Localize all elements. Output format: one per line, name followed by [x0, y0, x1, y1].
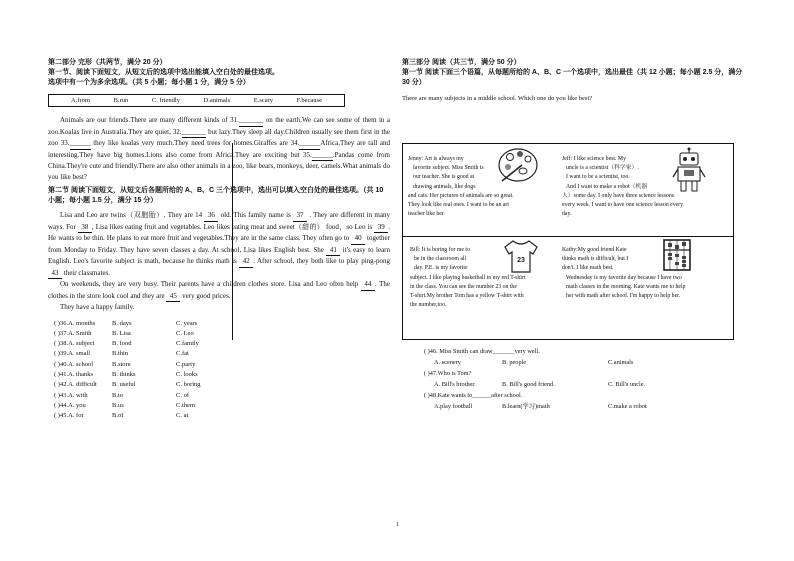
abacus-icon	[662, 238, 692, 272]
bill-line: be in the classroom all	[414, 256, 467, 263]
bill-line: in the class. You can see the number 23 on the	[410, 283, 517, 290]
question-row	[54, 329, 390, 339]
palette-icon	[496, 145, 542, 185]
word-option: D.animals	[203, 97, 231, 104]
reading-question: ( )46. Miss Smith can draw_______very well.	[424, 348, 540, 355]
question-row	[54, 319, 390, 329]
section1-instruction-line2: 选项中有一个为多余选项。（共 5 小题；每小题 1 分，满分 5 分）	[48, 79, 250, 86]
question-option-c[interactable]: C.fat	[176, 350, 189, 358]
jenny-line: drawing animals, like dogs	[413, 183, 476, 190]
question-row	[54, 391, 390, 401]
question-option-c[interactable]: C.party	[176, 360, 196, 368]
grid-divider-horizontal	[402, 236, 734, 237]
blank[interactable]: 40	[351, 233, 365, 245]
jenny-line: teacher like her.	[408, 211, 445, 218]
passage-text: , Lisa likes eating fruit and vegetables. Leo likes eating meat and sweet（甜的） food，so Leo is	[91, 222, 375, 231]
reading-option[interactable]: C. Bill's uncle.	[608, 381, 646, 388]
right-column	[402, 58, 752, 105]
bill-line: T-shirt.My brother Tom has a yellow T-shirt with	[410, 293, 524, 300]
blank[interactable]: ______	[312, 150, 333, 162]
passage-text: . The clothes in the store look cool and they are	[48, 280, 390, 300]
reading-options	[424, 357, 724, 368]
question-row	[54, 401, 390, 411]
passage-text: on the earth.We can see some of them in a zoo.Koalas live in Australia.They are quiet, 32.	[48, 116, 390, 136]
bill-line: subject. I like playing basketball in my red T-shirt	[410, 274, 526, 281]
jeff-line: And I want to make a robot（机器	[566, 183, 648, 190]
reading-question: ( )48.Kate wants to______after school.	[424, 392, 523, 399]
reading-intro: There are many subjects in a middle school. Which one do you like best?	[402, 95, 593, 102]
passage-text: it's easy to learn English. Leo's favorite subject is math, because he thinks math is	[48, 245, 391, 265]
blank[interactable]: ______	[70, 138, 91, 150]
question-option-a[interactable]: ( )42.A. difficult	[54, 381, 97, 389]
question-option-c[interactable]: C. Leo	[176, 329, 194, 337]
blank[interactable]: 39	[374, 222, 388, 234]
question-option-a[interactable]: ( )45.A. for	[54, 412, 84, 420]
reading-option[interactable]: C.make a robot	[608, 403, 647, 410]
blank[interactable]: 43	[48, 268, 62, 280]
reading-option[interactable]: B. Bill's good friend.	[502, 381, 555, 388]
passage-text: Animals are our friends.There are many different kinds of 31.	[60, 116, 239, 124]
question-row	[54, 411, 390, 421]
reading-question: ( )47.Who is Tom?	[424, 370, 472, 377]
word-choice-box	[48, 94, 345, 107]
jenny-line: favorite subject. Miss Smith is	[413, 165, 484, 172]
question-option-a[interactable]: ( )38.A. subject	[54, 340, 95, 348]
blank[interactable]: 44	[361, 279, 375, 291]
question-option-a[interactable]: ( )44.A. you	[54, 401, 86, 409]
kathy-line: math classes in the morning. Kate wants me to help	[566, 283, 686, 290]
question-option-b[interactable]: B.us	[112, 401, 124, 409]
reading-section1-instruction: 第一节 阅读下面三个语篇，从每题所给的 A、B、C 一个选项中，选出最佳（共 12 小题；每小题 2.5 分，满分 30 分）	[402, 69, 743, 86]
question-row	[54, 370, 390, 380]
question-option-b[interactable]: B.of	[112, 412, 124, 420]
passage-text: very good prices.	[180, 291, 231, 300]
kathy-line: Kathy:My good friend Kate	[562, 247, 627, 253]
passage-text: . He wants to be thin. He plans to eat more fruit and vegetables.They are in the same class. They often go to	[48, 222, 390, 242]
jeff-text	[562, 155, 732, 219]
question-option-a[interactable]: ( )43.A. with	[54, 391, 88, 399]
passage-twins	[48, 210, 390, 279]
robot-icon	[672, 147, 706, 193]
reading-option[interactable]: A.play football	[434, 403, 473, 410]
passage-text: .Pandas come from China.They're cute and friendly.There are also other animals in a zoo, like bears, monkeys, deer, camels.What animals do you like best?	[48, 150, 390, 181]
question-row	[54, 380, 390, 390]
question-option-c[interactable]: C.family	[176, 340, 199, 348]
bill-line: the number,too.	[410, 302, 447, 309]
question-option-c[interactable]: C. at	[176, 412, 189, 420]
jeff-line: Jeff: I like science best. My	[562, 156, 626, 162]
bill-line: Bill: It is boring for me to	[410, 247, 470, 253]
passage-text: they like koalas very much.They need trees for homes.Giraffes are 34.	[90, 139, 300, 147]
jenny-line: They look like real ones. I want to be an art	[408, 202, 509, 209]
question-option-b[interactable]: B. useful	[112, 381, 136, 389]
passage-animals	[48, 115, 390, 182]
question-option-c[interactable]: C. looks	[176, 370, 198, 378]
reading-option[interactable]: A. Bill's brother.	[434, 381, 476, 388]
part3-title: 第三部分 阅读（共三节，满分 50 分）	[402, 59, 521, 66]
question-row	[54, 339, 390, 349]
question-option-b[interactable]: B.to	[112, 391, 124, 399]
bill-line: day. P.E. is my favorite	[414, 265, 468, 272]
grid-divider-vertical	[232, 143, 233, 340]
reading-option[interactable]: B.learn(学习)math	[502, 403, 550, 410]
question-option-b[interactable]: B. Lisa	[112, 329, 131, 337]
passage-text: together from Monday to Friday. They have seven classes a day. At school, Lisa likes English best. She	[48, 234, 390, 254]
question-option-b[interactable]: B. days	[112, 319, 132, 327]
kathy-line: thinks math is difficult, but I	[562, 256, 629, 263]
jenny-line: Jenny: Art is always my	[408, 156, 464, 162]
reading-questions	[424, 346, 724, 412]
question-option-a[interactable]: ( )37.A. Smith	[54, 329, 92, 337]
jenny-line: our teacher. She is good at	[413, 174, 475, 181]
question-option-a[interactable]: ( )36.A. months	[54, 319, 96, 327]
kathy-line: don't. I like math best.	[562, 265, 614, 272]
blank[interactable]: 41	[326, 245, 340, 257]
question-option-a[interactable]: ( )40.A. school	[54, 360, 93, 368]
question-option-b[interactable]: B. thinks	[112, 370, 136, 378]
reading-options	[424, 401, 724, 412]
word-option: E.scary	[253, 97, 274, 104]
question-option-b[interactable]: B.store	[112, 360, 131, 368]
reading-options	[424, 379, 724, 390]
left-column	[48, 58, 390, 421]
passage-text: Lisa and Leo are twins（双胞胎）. They are 14	[60, 211, 205, 219]
blank[interactable]: 37	[293, 210, 307, 222]
passage-text: their classmates.	[62, 268, 111, 277]
passage-twins-weekend	[48, 279, 390, 302]
question-option-a[interactable]: ( )41.A. thanks	[54, 370, 93, 378]
page-number: 1	[396, 522, 399, 528]
question-option-c[interactable]: C. years	[176, 319, 198, 327]
blank[interactable]: 45	[166, 291, 180, 303]
kathy-line: her with math after school. I'm happy to help her.	[566, 293, 681, 300]
tshirt-icon	[503, 238, 539, 274]
section2-instruction: 第二节 阅读下面短文，从短文后各题所给的 A、B、C 三个选项中，选出可以填入空白处的最佳选项。（共 10 小题；每小题 1.5 分，满分 15 分）	[48, 187, 384, 204]
reading-option[interactable]: C.animals	[608, 359, 634, 366]
passage-text: . After school, they both like to play ping-pong	[253, 257, 390, 265]
jeff-line: 人）some day. I only have three science lessons	[562, 192, 674, 199]
question-row	[54, 360, 390, 370]
word-option: A.from	[71, 97, 90, 104]
passage-text: old. This family name is	[218, 211, 293, 219]
blank[interactable]: 42	[239, 256, 253, 268]
blank[interactable]: _______	[239, 115, 264, 127]
kathy-line: Wednesday is my favorite day because I have two	[566, 274, 682, 281]
question-option-c[interactable]: C.them	[176, 401, 195, 409]
jeff-line: every week. I want to have one science lesson every	[562, 202, 684, 209]
jenny-line: and cats. Her pictures of animals are so great.	[408, 192, 514, 199]
tshirt-number: 23	[517, 257, 525, 264]
question-option-b[interactable]: B.thin	[112, 350, 129, 358]
blank[interactable]: ______	[299, 138, 320, 150]
passage-text: Africa.They are tall and interesting.They have big homes.Lions also come from Africa.They are exciting but 35.	[48, 139, 390, 159]
jeff-line: I want to be a scientist, too.	[566, 174, 630, 181]
blank[interactable]: 36	[204, 210, 218, 222]
question-option-b[interactable]: B. food	[112, 340, 132, 348]
section1-instruction-line1: 第一节、阅读下面短文，从短文后的选项中选出能填入空白处的最佳选项。	[48, 69, 279, 76]
cloze-questions	[48, 319, 390, 422]
word-option: F.because	[296, 97, 322, 104]
passage-text: but lazy.They sleep all day.Children usually see them first in the zoo 33.	[48, 127, 390, 147]
passage-text: On weekends, they are very busy. Their parents have a children clothes store. Lisa and Leo often help	[60, 280, 361, 288]
jeff-line: day.	[562, 211, 572, 218]
blank[interactable]: 38	[78, 222, 92, 234]
reading-option[interactable]: A. scenery	[434, 359, 461, 366]
word-option: C. friendly	[151, 97, 180, 104]
word-option: B.run	[113, 97, 129, 104]
jenny-text	[408, 155, 573, 219]
kathy-text	[562, 246, 734, 301]
reading-option[interactable]: B. people	[502, 359, 527, 366]
passage-twins-ending: They have a happy family.	[60, 303, 135, 311]
part2-title: 第二部分 完形（共两节，满分 20 分）	[48, 59, 167, 66]
passage-text: . They are different in many ways. For	[48, 211, 390, 231]
blank[interactable]: _______	[182, 127, 207, 139]
jeff-line: uncle is a scientist（科学家）.	[566, 165, 639, 172]
question-row	[54, 349, 390, 359]
question-option-c[interactable]: C. boring	[176, 381, 201, 389]
question-option-c[interactable]: C. of	[176, 391, 189, 399]
question-option-a[interactable]: ( )39.A. small	[54, 350, 91, 358]
